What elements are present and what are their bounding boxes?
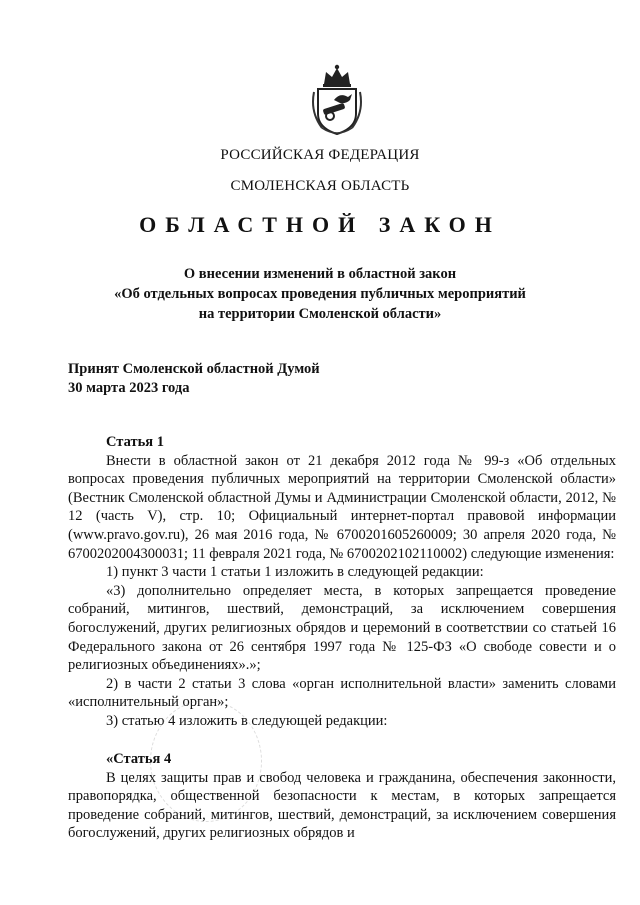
subtitle-line-2: «Об отдельных вопросах проведения публичных мероприятий xyxy=(114,286,526,302)
article-4-heading: «Статья 4 xyxy=(106,751,172,767)
article-1-heading: Статья 1 xyxy=(106,434,164,450)
country-name: РОССИЙСКАЯ ФЕДЕРАЦИЯ xyxy=(220,147,420,163)
article-4-text: В целях защиты прав и свобод человека и гражданина, обеспечения законности, правопорядка, общественной безопасности к местам, в которых запрещается проведение собраний, митингов, шествий, демонстраций, за исключением совершения богослужений, других религиозных обрядов и xyxy=(68,769,616,842)
article-1-item-1-text: «3) дополнительно определяет места, в которых запрещается проведение собраний, митингов, шествий, демонстраций, за исключением совершения богослужений, других религиозных обрядов и церемоний в соответствии со статьей 16 Федерального закона от 26 сентября 1997 года № 125-ФЗ «О свободе совести и о религиозных объединениях».»; xyxy=(68,582,616,674)
article-1-item-3: 3) статью 4 изложить в следующей редакции: xyxy=(106,712,388,729)
adoption-date: 30 марта 2023 года xyxy=(68,380,190,396)
law-subtitle xyxy=(0,264,640,324)
faint-stamp-mark xyxy=(150,700,262,822)
article-1-item-2: 2) в части 2 статьи 3 слова «орган исполнительной власти» заменить словами «исполнительный орган»; xyxy=(68,675,616,711)
article-1 xyxy=(68,433,616,731)
article-1-item-1: 1) пункт 3 части 1 статьи 1 изложить в следующей редакции: xyxy=(106,564,484,581)
subtitle-line-3: на территории Смоленской области» xyxy=(198,306,442,322)
subtitle-line-1: О внесении изменений в областной закон xyxy=(183,266,457,282)
coat-of-arms-icon xyxy=(308,62,366,138)
document-type-title: ОБЛАСТНОЙ ЗАКОН xyxy=(139,212,501,237)
adopted-by: Принят Смоленской областной Думой xyxy=(68,361,320,377)
adoption-block xyxy=(68,360,320,398)
article-1-intro: Внести в областной закон от 21 декабря 2012 года № 99-з «Об отдельных вопросах проведения публичных мероприятий на территории Смоленской области» (Вестник Смоленской областной Думы и Администрации Смоленской области, 2012, № 12 (часть V), стр. 10; Официальный интернет-портал правовой информации (www.pravo.gov.ru), 26 мая 2016 года, № 6700201605260009; 30 апреля 2020 года, № 6700202004300031; 11 февраля 2021 года, № 6700202102110002) следующие изменения: xyxy=(68,452,616,562)
region-name: СМОЛЕНСКАЯ ОБЛАСТЬ xyxy=(230,178,410,194)
